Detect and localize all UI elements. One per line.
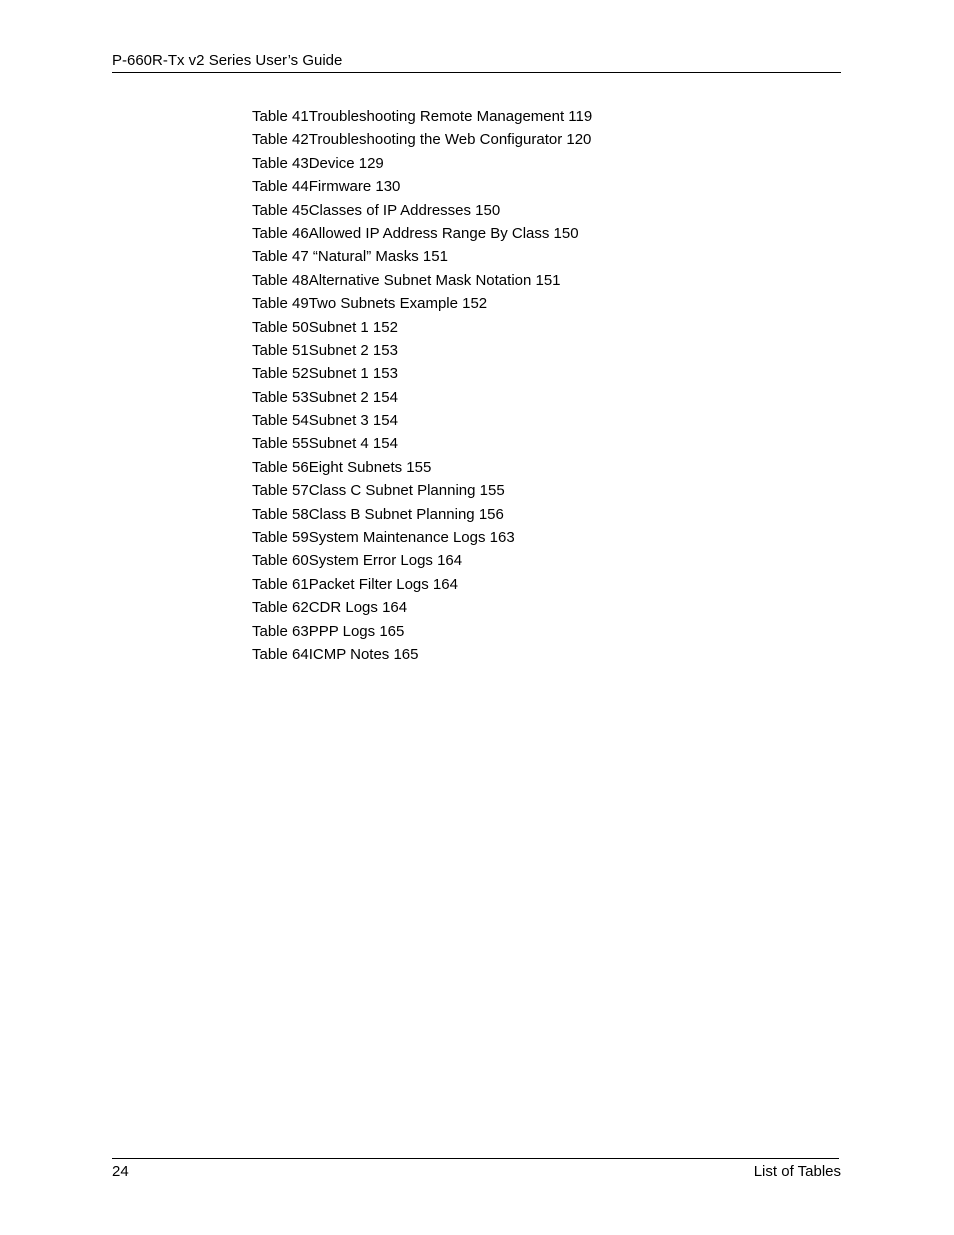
page-header bbox=[112, 51, 841, 73]
toc-entry[interactable]: Table 55Subnet 4 154 bbox=[252, 435, 398, 453]
toc-entry[interactable]: Table 59System Maintenance Logs 163 bbox=[252, 529, 515, 547]
page-number: 24 bbox=[112, 1163, 129, 1180]
toc-entry[interactable]: Table 43Device 129 bbox=[252, 154, 384, 172]
toc-entry[interactable]: Table 50Subnet 1 152 bbox=[252, 318, 398, 336]
toc-entry[interactable]: Table 58Class B Subnet Planning 156 bbox=[252, 505, 504, 523]
toc-entry[interactable]: Table 42Troubleshooting the Web Configurator 120 bbox=[252, 131, 592, 149]
toc-entry[interactable]: Table 54Subnet 3 154 bbox=[252, 412, 398, 430]
toc-entry[interactable]: Table 53Subnet 2 154 bbox=[252, 388, 398, 406]
list-of-tables bbox=[252, 105, 592, 666]
toc-entry[interactable]: Table 46Allowed IP Address Range By Class 150 bbox=[252, 224, 579, 242]
page-footer bbox=[112, 1158, 839, 1183]
toc-entry[interactable]: Table 49Two Subnets Example 152 bbox=[252, 295, 488, 313]
toc-entry[interactable]: Table 48Alternative Subnet Mask Notation 151 bbox=[252, 271, 561, 289]
toc-entry[interactable]: Table 41Troubleshooting Remote Management 119 bbox=[252, 108, 593, 125]
toc-entry[interactable]: Table 51Subnet 2 153 bbox=[252, 341, 398, 359]
toc-entry[interactable]: Table 52Subnet 1 153 bbox=[252, 365, 398, 383]
toc-entry[interactable]: Table 44Firmware 130 bbox=[252, 178, 401, 196]
toc-entry[interactable]: Table 56Eight Subnets 155 bbox=[252, 458, 432, 476]
toc-entry[interactable]: Table 47 “Natural” Masks 151 bbox=[252, 248, 448, 266]
toc-entry[interactable]: Table 63PPP Logs 165 bbox=[252, 622, 405, 640]
toc-entry[interactable]: Table 45Classes of IP Addresses 150 bbox=[252, 201, 501, 219]
toc-entry[interactable]: Table 62CDR Logs 164 bbox=[252, 599, 408, 617]
toc-entry[interactable]: Table 61Packet Filter Logs 164 bbox=[252, 575, 458, 593]
section-title: List of Tables bbox=[753, 1163, 841, 1180]
toc-entry[interactable]: Table 64ICMP Notes 165 bbox=[252, 645, 419, 663]
toc-entry[interactable]: Table 60System Error Logs 164 bbox=[252, 552, 463, 570]
toc-entry[interactable]: Table 57Class C Subnet Planning 155 bbox=[252, 482, 505, 500]
document-title: P-660R-Tx v2 Series User’s Guide bbox=[112, 52, 343, 69]
